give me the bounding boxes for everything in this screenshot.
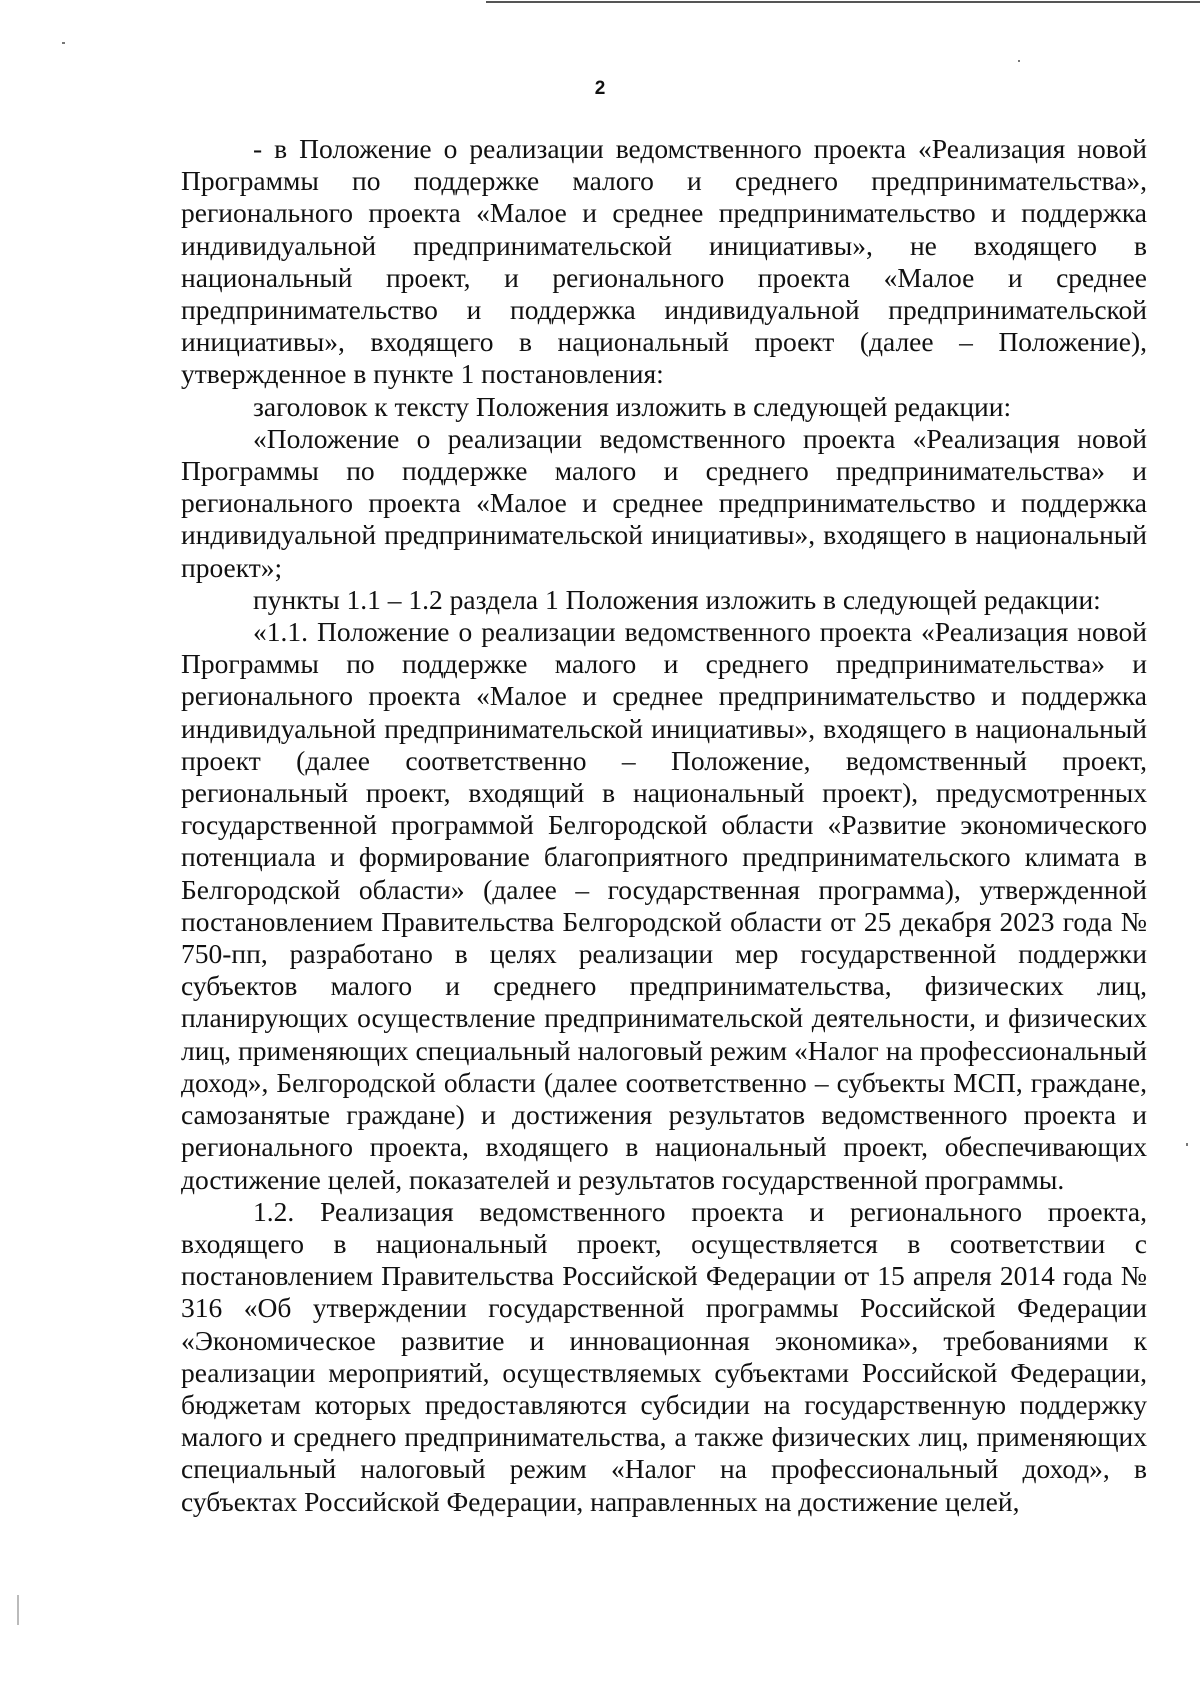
paragraph-clause-1-2: 1.2. Реализация ведомственного проекта и регионального проекта, входящего в национальный проект, осуществляется в соответствии с постановлением Правительства Российской Федерации от 15 апреля 2014 года № 316 «Об утверждении государственной программы Российской Федерации «Экономическое развитие и инновационная экономика», требованиями к реализации мероприятий, осуществляемых субъектами Российской Федерации, бюджетам которых предоставляются субсидии на государственную поддержку малого и среднего предпринимательства, а также физических лиц, применяющих специальный налоговый режим «Налог на профессиональный доход», в субъектах Российской Федерации, направленных на достижение целей,: [181, 1195, 1147, 1517]
document-body: [181, 133, 1147, 1518]
paragraph-amendment-intro: - в Положение о реализации ведомственного проекта «Реализация новой Программы по поддержке малого и среднего предпринимательства», регионального проекта «Малое и среднее предпринимательство и поддержка индивидуальной предпринимательской инициативы», не входящего в национальный проект, и регионального проекта «Малое и среднее предпринимательство и поддержка индивидуальной предпринимательской инициативы», входящего в национальный проект (далее – Положение), утвержденное в пункте 1 постановления:: [181, 133, 1147, 390]
scan-speck: [1018, 60, 1020, 62]
scan-top-edge-line: [486, 1, 1200, 3]
paragraph-new-title: «Положение о реализации ведомственного проекта «Реализация новой Программы по поддержке малого и среднего предпринимательства» и регионального проекта «Малое и среднее предпринимательство и поддержка индивидуальной предпринимательской инициативы», входящего в национальный проект»;: [181, 422, 1147, 583]
scan-speck: [62, 42, 65, 44]
page-number: 2: [594, 78, 606, 99]
scan-speck: [17, 1595, 19, 1625]
paragraph-title-instruction: заголовок к тексту Положения изложить в следующей редакции:: [253, 390, 1012, 422]
paragraph-section-instruction: пункты 1.1 – 1.2 раздела 1 Положения изложить в следующей редакции:: [253, 583, 1101, 615]
paragraph-clause-1-1: «1.1. Положение о реализации ведомственного проекта «Реализация новой Программы по поддержке малого и среднего предпринимательства» и регионального проекта «Малое и среднее предпринимательство и поддержка индивидуальной предпринимательской инициативы», входящего в национальный проект (далее соответственно – Положение, ведомственный проект, региональный проект, входящий в национальный проект), предусмотренных государственной программой Белгородской области «Развитие экономического потенциала и формирование благоприятного предпринимательского климата в Белгородской области» (далее – государственная программа), утвержденной постановлением Правительства Белгородской области от 25 декабря 2023 года № 750-пп, разработано в целях реализации мер государственной поддержки субъектов малого и среднего предпринимательства, физических лиц, планирующих осуществление предпринимательской деятельности, и физических лиц, применяющих специальный налоговый режим «Налог на профессиональный доход», Белгородской области (далее соответственно – субъекты МСП, граждане, самозанятые граждане) и достижения результатов ведомственного проекта и регионального проекта, входящего в национальный проект, обеспечивающих достижение целей, показателей и результатов государственной программы.: [181, 616, 1147, 1195]
scan-speck: [1186, 1143, 1188, 1146]
